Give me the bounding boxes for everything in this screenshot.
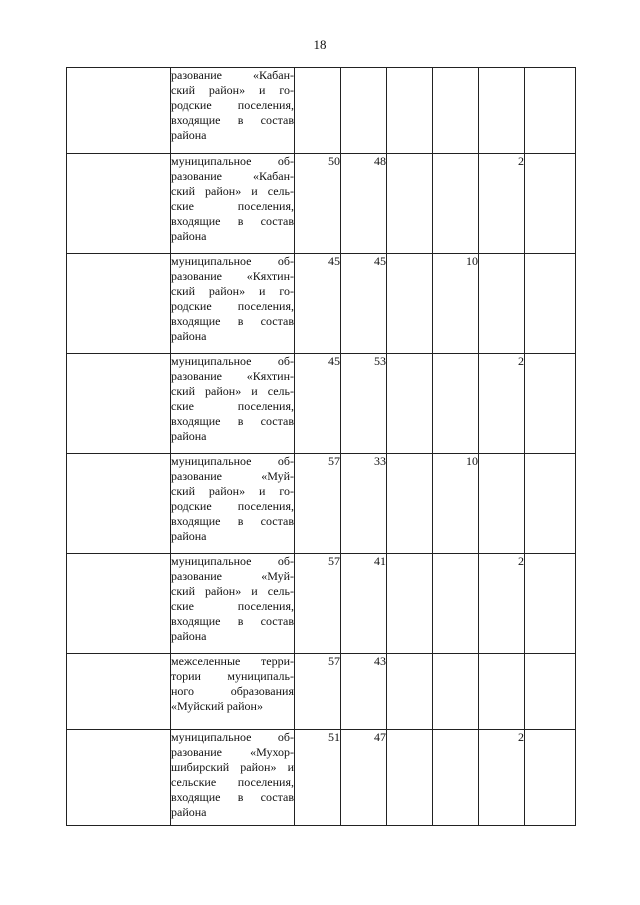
value-cell-col-1: 57 [295,554,341,654]
municipality-name-cell [171,354,295,454]
municipality-name-cell [171,730,295,826]
name-line: «Муйский район» [171,699,263,713]
row-category-cell [67,454,171,554]
table-row [67,454,576,554]
name-line: ский район» и сель- [171,184,294,198]
value-cell-col-3 [387,354,433,454]
name-line: родские поселения, [171,98,294,112]
name-line: тории муниципаль- [171,669,294,683]
value-cell-col-5 [479,254,525,354]
name-line: родские поселения, [171,499,294,513]
name-line: разование «Кяхтин- [171,269,294,283]
name-line: муниципальное об- [171,354,294,368]
value-cell-col-1: 57 [295,454,341,554]
municipality-name-cell [171,68,295,154]
name-line: района [171,805,207,819]
municipality-name-cell [171,154,295,254]
name-line: разование «Кабан- [171,169,294,183]
value-cell-col-4 [433,554,479,654]
value-cell-col-1: 45 [295,354,341,454]
value-cell-col-6 [525,454,576,554]
value-cell-col-2: 53 [341,354,387,454]
name-line: ские поселения, [171,199,294,213]
name-line: муниципальное об- [171,730,294,744]
name-line: ские поселения, [171,599,294,613]
name-line: разование «Муй- [171,569,294,583]
value-cell-col-2: 43 [341,654,387,730]
value-cell-col-1: 51 [295,730,341,826]
value-cell-col-3 [387,68,433,154]
value-cell-col-5: 2 [479,554,525,654]
name-line: муниципальное об- [171,554,294,568]
row-category-cell [67,730,171,826]
data-table [66,67,576,826]
value-cell-col-1 [295,68,341,154]
name-line: муниципальное об- [171,254,294,268]
row-category-cell [67,154,171,254]
name-line: ский район» и го- [171,83,294,97]
name-line: района [171,128,207,142]
municipality-name-cell [171,554,295,654]
table-row [67,554,576,654]
name-line: входящие в состав [171,414,294,428]
value-cell-col-4: 10 [433,254,479,354]
value-cell-col-1: 50 [295,154,341,254]
value-cell-col-1: 45 [295,254,341,354]
value-cell-col-6 [525,154,576,254]
value-cell-col-4 [433,354,479,454]
municipality-name-cell [171,454,295,554]
municipality-name-cell [171,254,295,354]
table-row [67,68,576,154]
value-cell-col-6 [525,730,576,826]
name-line: района [171,529,207,543]
name-line: сельские поселения, [171,775,294,789]
municipality-name-cell [171,654,295,730]
name-line: района [171,629,207,643]
name-line: шибирский район» и [171,760,294,774]
value-cell-col-3 [387,730,433,826]
value-cell-col-5 [479,454,525,554]
name-line: входящие в состав [171,514,294,528]
name-line: разование «Кабан- [171,68,294,82]
value-cell-col-3 [387,554,433,654]
value-cell-col-6 [525,68,576,154]
name-line: ский район» и го- [171,484,294,498]
value-cell-col-2 [341,68,387,154]
table-body [67,68,576,826]
value-cell-col-4 [433,68,479,154]
name-line: разование «Муй- [171,469,294,483]
name-line: ский район» и го- [171,284,294,298]
value-cell-col-2: 41 [341,554,387,654]
row-category-cell [67,254,171,354]
name-line: межселенные терри- [171,654,294,668]
table-row [67,354,576,454]
value-cell-col-4: 10 [433,454,479,554]
table-row [67,654,576,730]
name-line: родские поселения, [171,299,294,313]
table-row [67,154,576,254]
value-cell-col-2: 45 [341,254,387,354]
name-line: ного образования [171,684,294,698]
name-line: муниципальное об- [171,154,294,168]
name-line: входящие в состав [171,614,294,628]
name-line: района [171,229,207,243]
value-cell-col-5: 2 [479,154,525,254]
value-cell-col-2: 48 [341,154,387,254]
name-line: входящие в состав [171,790,294,804]
name-line: входящие в состав [171,113,294,127]
value-cell-col-5 [479,68,525,154]
value-cell-col-5: 2 [479,354,525,454]
value-cell-col-3 [387,254,433,354]
row-category-cell [67,654,171,730]
value-cell-col-2: 33 [341,454,387,554]
name-line: входящие в состав [171,314,294,328]
table-row [67,254,576,354]
value-cell-col-2: 47 [341,730,387,826]
value-cell-col-4 [433,154,479,254]
table-row [67,730,576,826]
value-cell-col-6 [525,354,576,454]
value-cell-col-4 [433,730,479,826]
value-cell-col-3 [387,154,433,254]
name-line: разование «Мухор- [171,745,294,759]
name-line: ский район» и сель- [171,584,294,598]
value-cell-col-6 [525,554,576,654]
name-line: входящие в состав [171,214,294,228]
value-cell-col-5 [479,654,525,730]
name-line: района [171,329,207,343]
value-cell-col-1: 57 [295,654,341,730]
value-cell-col-6 [525,654,576,730]
value-cell-col-3 [387,454,433,554]
name-line: муниципальное об- [171,454,294,468]
name-line: района [171,429,207,443]
name-line: ский район» и сель- [171,384,294,398]
row-category-cell [67,68,171,154]
row-category-cell [67,354,171,454]
name-line: ские поселения, [171,399,294,413]
value-cell-col-4 [433,654,479,730]
value-cell-col-5: 2 [479,730,525,826]
value-cell-col-3 [387,654,433,730]
page-number: 18 [313,37,327,52]
name-line: разование «Кяхтин- [171,369,294,383]
value-cell-col-6 [525,254,576,354]
row-category-cell [67,554,171,654]
